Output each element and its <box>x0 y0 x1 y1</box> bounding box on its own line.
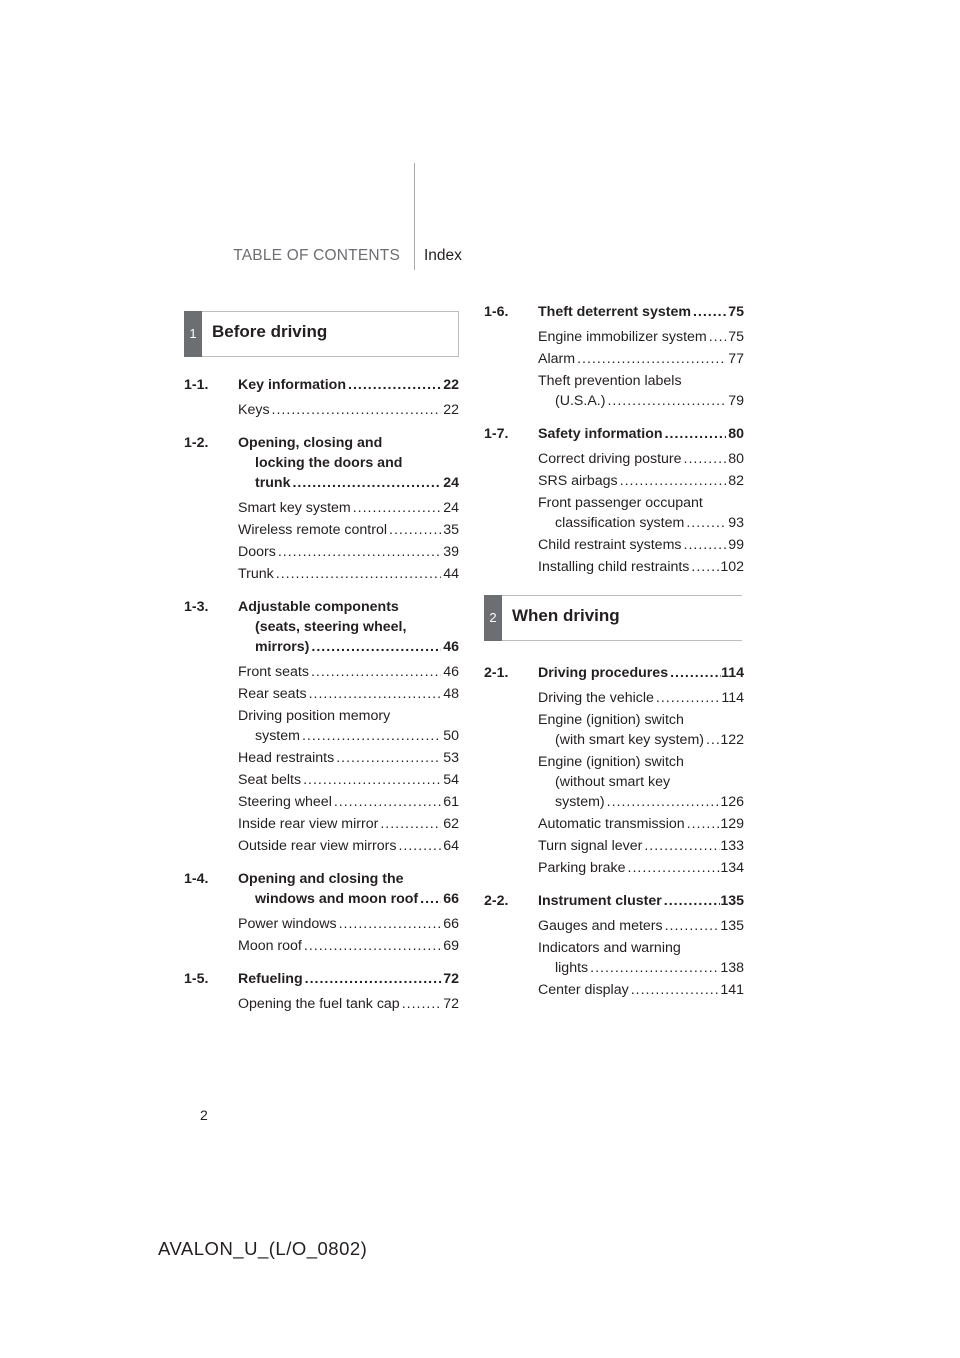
page-ref: 72 <box>443 996 459 1012</box>
entry-text: system) <box>555 794 605 810</box>
dot-leader <box>588 958 720 978</box>
section-1-7 <box>484 424 744 577</box>
top-navigation <box>0 0 960 270</box>
dot-leader <box>334 748 441 768</box>
leader-row <box>538 792 744 812</box>
page-ref: 69 <box>443 938 459 954</box>
section-1-2 <box>184 433 459 584</box>
leader-row <box>538 471 744 491</box>
dot-leader <box>662 891 721 911</box>
leader-row <box>538 391 744 411</box>
dot-leader <box>682 535 727 555</box>
toc-item[interactable] <box>184 748 459 768</box>
entry-text: Child restraint systems <box>538 537 682 553</box>
entry-text: Head restraints <box>238 750 335 766</box>
dot-leader <box>618 471 726 491</box>
chapter-number: 1 <box>184 311 202 357</box>
leader-row <box>238 969 459 989</box>
leader-row <box>538 513 744 533</box>
page-ref: 129 <box>720 816 744 832</box>
entry-text: Turn signal lever <box>538 838 643 854</box>
toc-item[interactable] <box>184 936 459 956</box>
dot-leader <box>575 349 726 369</box>
entry-text: Trunk <box>238 566 274 582</box>
item-line: Front passenger occupant <box>538 495 703 511</box>
page-ref: 61 <box>443 794 459 810</box>
section-heading[interactable] <box>484 891 744 911</box>
dot-leader <box>301 770 441 790</box>
dot-leader <box>663 916 721 936</box>
page-ref: 54 <box>443 772 459 788</box>
toc-item[interactable] <box>184 564 459 584</box>
page-ref: 35 <box>443 522 459 538</box>
leader-row <box>238 498 459 518</box>
toc-item[interactable] <box>184 994 459 1014</box>
entry-text: Power windows <box>238 916 337 932</box>
toc-item[interactable] <box>184 836 459 856</box>
page-ref: 66 <box>443 916 459 932</box>
toc-item[interactable] <box>484 858 744 878</box>
dot-leader <box>337 914 441 934</box>
leader-row <box>238 726 459 746</box>
chapter-title: When driving <box>512 606 620 625</box>
section-items <box>484 327 744 411</box>
page-ref: 66 <box>443 891 459 907</box>
entry-text: Safety information <box>538 426 663 442</box>
leader-row <box>238 564 459 584</box>
leader-row <box>238 473 459 493</box>
entry-text: lights <box>555 960 589 976</box>
section-title-line: Opening and closing the <box>238 871 404 887</box>
toc-item[interactable] <box>484 814 744 834</box>
page-ref: 44 <box>443 566 459 582</box>
index-link[interactable]: Index <box>424 247 462 264</box>
toc-item[interactable] <box>184 792 459 812</box>
entry-text: Front seats <box>238 664 309 680</box>
dot-leader <box>663 424 726 444</box>
section-title-line: (seats, steering wheel, <box>255 619 407 635</box>
leader-row <box>538 557 744 577</box>
leader-row <box>538 535 744 555</box>
page-ref: 24 <box>443 500 459 516</box>
page-ref: 72 <box>443 971 459 987</box>
dot-leader <box>418 889 441 909</box>
toc-item[interactable] <box>484 836 744 856</box>
dot-leader <box>270 400 441 420</box>
entry-text: Doors <box>238 544 276 560</box>
toc-item[interactable] <box>184 684 459 704</box>
dot-leader <box>307 684 441 704</box>
entry-text: Inside rear view mirror <box>238 816 379 832</box>
leader-row <box>238 836 459 856</box>
leader-row <box>538 730 744 750</box>
dot-leader <box>303 969 441 989</box>
leader-row <box>538 858 744 878</box>
page-ref: 138 <box>720 960 744 976</box>
dot-leader <box>276 542 441 562</box>
section-heading[interactable] <box>184 969 459 989</box>
toc-item[interactable] <box>484 535 744 555</box>
item-line: Engine (ignition) switch <box>538 754 684 770</box>
toc-item[interactable] <box>484 980 744 1000</box>
entry-text: classification system <box>555 515 685 531</box>
section-heading[interactable] <box>484 424 744 444</box>
page-ref: 39 <box>443 544 459 560</box>
page-ref: 82 <box>728 473 744 489</box>
entry-text: (with smart key system) <box>555 732 704 748</box>
table-of-contents-link[interactable]: TABLE OF CONTENTS <box>233 247 400 264</box>
leader-row <box>238 637 459 657</box>
section-2-2 <box>484 891 744 1000</box>
leader-row <box>238 542 459 562</box>
leader-row <box>538 327 744 347</box>
entry-text: SRS airbags <box>538 473 618 489</box>
dot-leader <box>668 663 721 683</box>
item-line: Indicators and warning <box>538 940 681 956</box>
entry-text: windows and moon roof <box>255 891 419 907</box>
page-ref: 135 <box>720 893 744 909</box>
leader-row <box>238 520 459 540</box>
chapter-title: Before driving <box>212 322 328 341</box>
leader-row <box>238 792 459 812</box>
toc-item[interactable] <box>484 916 744 936</box>
entry-text: Center display <box>538 982 629 998</box>
dot-leader <box>642 836 720 856</box>
section-1-6 <box>484 302 744 411</box>
dot-leader <box>654 688 721 708</box>
entry-text: Driving the vehicle <box>538 690 654 706</box>
page-ref: 48 <box>443 686 459 702</box>
section-items <box>184 400 459 420</box>
leader-row <box>538 916 744 936</box>
toc-item[interactable] <box>184 400 459 420</box>
entry-text: Correct driving posture <box>538 451 682 467</box>
toc-item[interactable] <box>484 471 744 491</box>
leader-row <box>538 663 744 683</box>
section-1-4 <box>184 869 459 956</box>
leader-row <box>238 748 459 768</box>
section-title <box>484 891 744 911</box>
entry-text: Driving procedures <box>538 665 669 681</box>
page-ref: 102 <box>720 559 744 575</box>
document-code: AVALON_U_(L/O_0802) <box>158 1238 368 1259</box>
leader-row <box>238 662 459 682</box>
leader-row <box>538 449 744 469</box>
item-line: Engine (ignition) switch <box>538 712 684 728</box>
section-title-line: Adjustable components <box>238 599 399 615</box>
section-items <box>184 498 459 584</box>
dot-leader <box>351 498 441 518</box>
dot-leader <box>302 936 441 956</box>
section-number: 1-1. <box>184 377 209 393</box>
section-title <box>484 424 744 444</box>
entry-text: Refueling <box>238 971 303 987</box>
entry-text: Theft deterrent system <box>538 304 691 320</box>
section-items <box>484 916 744 1000</box>
toc-item[interactable] <box>484 327 744 347</box>
nav-divider <box>414 163 415 270</box>
entry-text: (U.S.A.) <box>555 393 606 409</box>
section-title <box>184 969 459 989</box>
toc-item[interactable] <box>484 557 744 577</box>
entry-text: Opening the fuel tank cap <box>238 996 400 1012</box>
page-number: 2 <box>200 1107 208 1123</box>
section-title-line: locking the doors and <box>255 455 403 471</box>
page-ref: 75 <box>728 304 744 320</box>
entry-text: Steering wheel <box>238 794 332 810</box>
page-ref: 50 <box>443 728 459 744</box>
dot-leader <box>274 564 441 584</box>
section-number: 1-7. <box>484 426 509 442</box>
dot-leader <box>396 836 441 856</box>
dot-leader <box>290 473 441 493</box>
entry-text: Engine immobilizer system <box>538 329 707 345</box>
section-items <box>184 914 459 956</box>
section-number: 1-4. <box>184 871 209 887</box>
toc-item[interactable] <box>484 710 744 750</box>
section-title <box>484 302 744 322</box>
dot-leader <box>689 557 720 577</box>
entry-text: Gauges and meters <box>538 918 663 934</box>
section-items <box>484 449 744 577</box>
toc-item[interactable] <box>484 349 744 369</box>
entry-text: system <box>255 728 300 744</box>
section-title <box>184 869 459 909</box>
page-ref: 126 <box>720 794 744 810</box>
entry-text: mirrors) <box>255 639 310 655</box>
page-ref: 141 <box>720 982 744 998</box>
section-number: 1-3. <box>184 599 209 615</box>
leader-row <box>538 424 744 444</box>
page-ref: 122 <box>720 732 744 748</box>
entry-text: trunk <box>255 475 291 491</box>
chapter-1-header[interactable] <box>184 311 459 357</box>
section-title <box>484 663 744 683</box>
entry-text: Smart key system <box>238 500 351 516</box>
leader-row <box>538 836 744 856</box>
leader-row <box>238 375 459 395</box>
chapter-2-header[interactable] <box>484 595 742 641</box>
page-ref: 114 <box>721 665 744 681</box>
dot-leader <box>685 814 721 834</box>
page-ref: 75 <box>728 329 744 345</box>
toc-item[interactable] <box>484 371 744 411</box>
section-2-1 <box>484 663 744 878</box>
entry-text: Keys <box>238 402 270 418</box>
page-ref: 99 <box>728 537 744 553</box>
section-number: 1-5. <box>184 971 209 987</box>
toc-item[interactable] <box>484 752 744 812</box>
item-line: Driving position memory <box>238 708 391 724</box>
leader-row <box>238 889 459 909</box>
section-title <box>184 597 459 657</box>
dot-leader <box>626 858 721 878</box>
dot-leader <box>707 327 726 347</box>
toc-item[interactable] <box>184 814 459 834</box>
page-ref: 77 <box>728 351 744 367</box>
page-ref: 24 <box>443 475 459 491</box>
dot-leader <box>387 520 441 540</box>
entry-text: Instrument cluster <box>538 893 662 909</box>
dot-leader <box>400 994 441 1014</box>
toc-item[interactable] <box>184 542 459 562</box>
section-title <box>184 433 459 493</box>
toc-item[interactable] <box>484 493 744 533</box>
item-line: Theft prevention labels <box>538 373 682 389</box>
dot-leader <box>684 513 726 533</box>
toc-item[interactable] <box>484 688 744 708</box>
section-title-line: Opening, closing and <box>238 435 383 451</box>
section-heading[interactable] <box>484 302 744 322</box>
dot-leader <box>300 726 441 746</box>
section-1-1 <box>184 375 459 420</box>
toc-item[interactable] <box>184 914 459 934</box>
entry-text: Alarm <box>538 351 576 367</box>
leader-row <box>538 349 744 369</box>
section-heading[interactable] <box>184 869 459 909</box>
toc-item[interactable] <box>184 498 459 518</box>
leader-row <box>238 770 459 790</box>
section-items <box>184 994 459 1014</box>
dot-leader <box>682 449 726 469</box>
toc-item[interactable] <box>184 520 459 540</box>
section-heading[interactable] <box>484 663 744 683</box>
leader-row <box>238 684 459 704</box>
entry-text: Outside rear view mirrors <box>238 838 397 854</box>
page-ref: 80 <box>728 426 744 442</box>
dot-leader <box>691 302 726 322</box>
page-ref: 79 <box>728 393 744 409</box>
section-heading[interactable] <box>184 433 459 493</box>
entry-text: Seat belts <box>238 772 302 788</box>
section-heading[interactable] <box>184 375 459 395</box>
page-ref: 22 <box>443 402 459 418</box>
chapter-number: 2 <box>484 595 502 641</box>
page-ref: 133 <box>720 838 744 854</box>
page-ref: 22 <box>443 377 459 393</box>
leader-row <box>538 688 744 708</box>
dot-leader <box>605 792 721 812</box>
toc-item[interactable] <box>184 662 459 682</box>
toc-item[interactable] <box>484 938 744 978</box>
toc-column-right <box>484 302 744 1013</box>
page-ref: 64 <box>443 838 459 854</box>
entry-text: Wireless remote control <box>238 522 388 538</box>
dot-leader <box>378 814 441 834</box>
section-1-3 <box>184 597 459 856</box>
item-line: (without smart key <box>555 774 671 790</box>
dot-leader <box>629 980 721 1000</box>
leader-row <box>238 936 459 956</box>
entry-text: Key information <box>238 377 346 393</box>
dot-leader <box>309 637 441 657</box>
toc-item[interactable] <box>184 706 459 746</box>
section-items <box>184 662 459 856</box>
dot-leader <box>332 792 441 812</box>
section-number: 2-1. <box>484 665 509 681</box>
page-ref: 53 <box>443 750 459 766</box>
leader-row <box>238 400 459 420</box>
leader-row <box>238 994 459 1014</box>
toc-item[interactable] <box>184 770 459 790</box>
toc-column-left <box>184 311 459 1027</box>
leader-row <box>538 814 744 834</box>
page-ref: 46 <box>443 639 459 655</box>
leader-row <box>538 891 744 911</box>
dot-leader <box>704 730 720 750</box>
page-ref: 134 <box>720 860 744 876</box>
page-ref: 114 <box>721 690 744 706</box>
page-ref: 93 <box>728 515 744 531</box>
page-ref: 62 <box>443 816 459 832</box>
entry-text: Installing child restraints <box>538 559 690 575</box>
page-ref: 46 <box>443 664 459 680</box>
section-number: 2-2. <box>484 893 509 909</box>
page-ref: 80 <box>728 451 744 467</box>
toc-item[interactable] <box>484 449 744 469</box>
leader-row <box>538 958 744 978</box>
entry-text: Moon roof <box>238 938 302 954</box>
section-1-5 <box>184 969 459 1014</box>
leader-row <box>538 302 744 322</box>
dot-leader <box>346 375 441 395</box>
section-items <box>484 688 744 878</box>
entry-text: Rear seats <box>238 686 307 702</box>
leader-row <box>538 980 744 1000</box>
dot-leader <box>605 391 726 411</box>
dot-leader <box>309 662 441 682</box>
entry-text: Parking brake <box>538 860 626 876</box>
section-heading[interactable] <box>184 597 459 657</box>
section-number: 1-6. <box>484 304 509 320</box>
page-ref: 135 <box>720 918 744 934</box>
section-title <box>184 375 459 395</box>
section-number: 1-2. <box>184 435 209 451</box>
leader-row <box>238 814 459 834</box>
entry-text: Automatic transmission <box>538 816 685 832</box>
leader-row <box>238 914 459 934</box>
